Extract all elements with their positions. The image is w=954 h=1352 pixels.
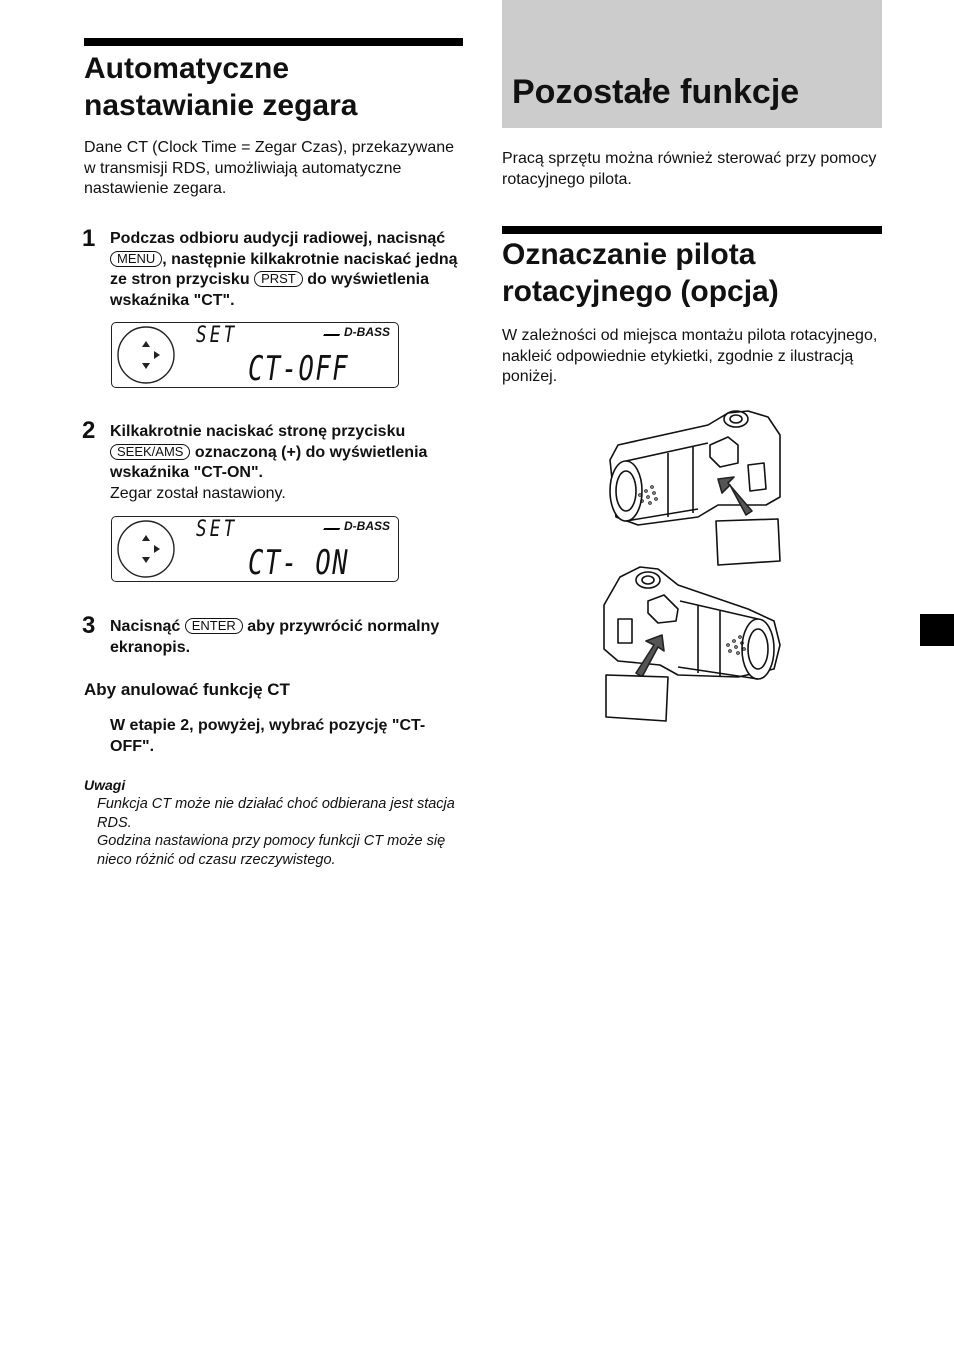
step-1-part1: Podczas odbioru audycji radiowej, nacisnąć	[110, 230, 446, 247]
left-intro: Dane CT (Clock Time = Zegar Czas), przekazywane w transmisji RDS, umożliwiają automatyczne nastawienie zegara.	[84, 139, 455, 197]
right-subtitle: Oznaczanie pilota rotacyjnego (opcja)	[502, 238, 779, 308]
prst-key: PRST	[254, 271, 303, 287]
note-2: Godzina nastawiona przy pomocy funkcji CT może się nieco różnić od czasu rzeczywistego.	[97, 833, 446, 868]
lcd-top-text: SET	[196, 323, 238, 348]
lcd-top-text-2: SET	[196, 517, 238, 542]
rotary-commander-illustration	[598, 405, 788, 725]
step-3-part1: Nacisnąć	[110, 618, 181, 635]
lcd-display-ct-off	[111, 322, 399, 388]
enter-key: ENTER	[185, 618, 243, 634]
chapter-tab-marker	[920, 614, 954, 646]
step-2-part1: Kilkakrotnie naciskać stronę przycisku	[110, 423, 406, 440]
cancel-heading: Aby anulować funkcję CT	[84, 680, 290, 699]
step-1-part2: , następnie kilkakrotnie naciskać jedną ze stron przycisku	[110, 250, 458, 288]
section-title: Pozostałe funkcje	[512, 73, 800, 111]
step-2-number: 2	[82, 417, 96, 444]
step-3-part2: aby przywrócić normalny ekranopis.	[110, 618, 440, 656]
step-2-part2: oznaczoną (+) do wyświetlenia wskaźnika "CT-ON".	[110, 443, 428, 481]
left-page-title: Automatyczne nastawianie zegara	[84, 52, 358, 122]
menu-key: MENU	[110, 251, 162, 267]
right-title-rule	[502, 226, 882, 234]
step-1-text	[110, 229, 470, 311]
step-2-result: Zegar został nastawiony.	[110, 484, 286, 502]
notes-title: Uwagi	[84, 777, 126, 793]
step-2-text	[110, 422, 460, 504]
d-bass-icon	[323, 326, 345, 336]
lcd-main-text-2: CT- ON	[248, 543, 350, 583]
lcd-main-text: CT-OFF	[248, 349, 350, 389]
step-3-number: 3	[82, 612, 96, 639]
note-1: Funkcja CT może nie działać choć odbierana jest stacja RDS.	[97, 796, 455, 831]
lcd-badge	[326, 325, 390, 339]
section-intro: Pracą sprzętu można również sterować przy pomocy rotacyjnego pilota.	[502, 150, 877, 188]
left-title-rule	[84, 38, 463, 46]
cancel-text: W etapie 2, powyżej, wybrać pozycję "CT-OFF".	[110, 717, 426, 755]
step-1-part3: do wyświetlenia wskaźnika "CT".	[110, 271, 429, 309]
lcd-badge-text: D-BASS	[344, 325, 391, 339]
lcd-badge-text-2: D-BASS	[344, 519, 391, 533]
step-1-number: 1	[82, 225, 96, 252]
right-text: W zależności od miejsca montażu pilota rotacyjnego, nakleić odpowiednie etykietki, zgodnie z ilustracją poniżej.	[502, 327, 878, 385]
d-bass-icon-2	[323, 520, 345, 530]
lcd-display-ct-on	[111, 516, 399, 582]
seek-ams-key: SEEK/AMS	[110, 444, 190, 460]
lcd-badge-2	[326, 519, 390, 533]
step-3-text	[110, 617, 450, 658]
